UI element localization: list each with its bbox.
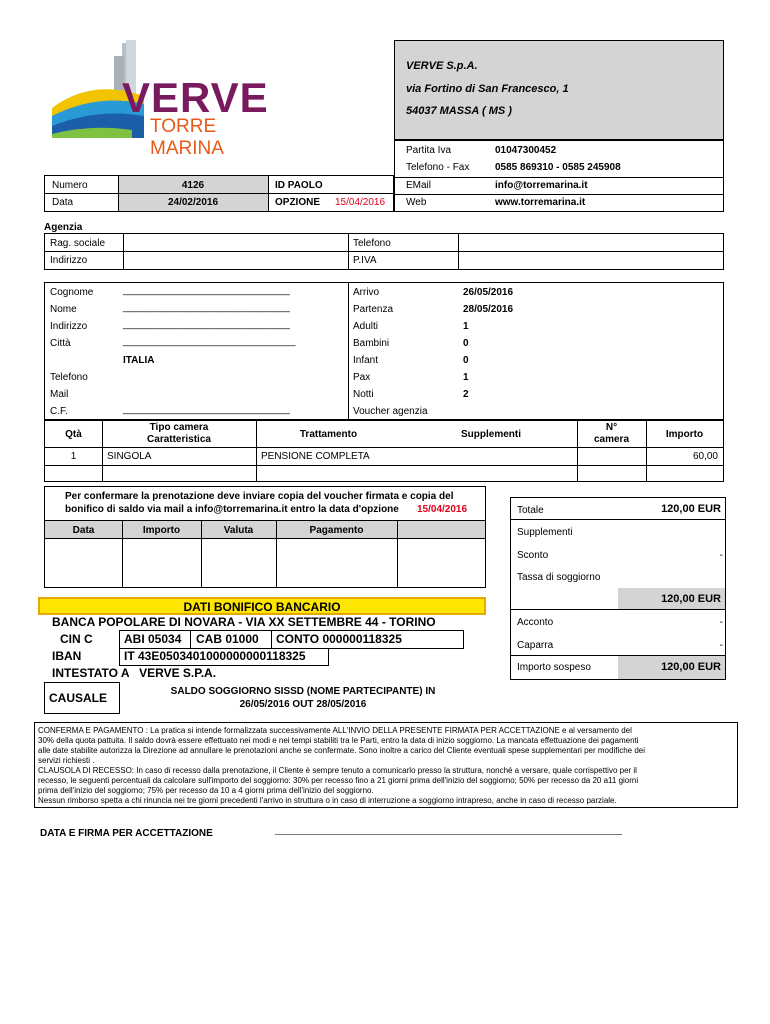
company-box	[394, 40, 724, 140]
iban-value: IT 43E0503401000000000118325	[124, 649, 306, 663]
logo-subtitle: TORRE MARINA	[150, 116, 224, 159]
condizioni-box	[34, 722, 738, 808]
cin-label: CIN C	[60, 632, 93, 646]
notti-label: Notti	[353, 389, 374, 400]
caparra-value: -	[719, 640, 723, 651]
row-trattamento: PENSIONE COMPLETA	[261, 451, 370, 462]
data-value: 24/02/2016	[167, 197, 219, 208]
company-city: 54037 MASSA ( MS )	[406, 105, 512, 117]
numero-label: Numero	[52, 180, 88, 191]
company-address: via Fortino di San Francesco, 1	[406, 83, 569, 95]
col-qta: Qtà	[65, 429, 82, 440]
conferma-text-b: bonifico di saldo via mail a info@torremarina.it entro la data d'opzione	[65, 504, 399, 515]
partenza-value: 28/05/2016	[463, 304, 514, 315]
iban-label: IBAN	[52, 649, 82, 663]
company-info-table	[394, 140, 724, 212]
caparra-label: Caparra	[517, 640, 554, 651]
row-tipo: SINGOLA	[107, 451, 152, 462]
causale-label: CAUSALE	[49, 691, 108, 705]
agenzia-indirizzo-label: Indirizzo	[50, 255, 88, 266]
condizioni-l5: CLAUSOLA DI RECESSO: In caso di recesso dalla prenotazione, il Cliente è sempre tenuto a comunicarlo presso la struttura, nonché a versare, quale corrispettivo per il	[38, 766, 637, 775]
agenzia-title: Agenzia	[44, 222, 83, 233]
causale-label-box	[44, 682, 120, 714]
col-trattamento: Trattamento	[299, 429, 358, 440]
nome-label: Nome	[50, 304, 77, 315]
tassa-label: Tassa di soggiorno	[517, 572, 601, 583]
pax-label: Pax	[353, 372, 371, 383]
rooms-table	[44, 420, 724, 482]
agenzia-piva-label: P.IVA	[353, 255, 377, 266]
adulti-value: 1	[463, 321, 469, 332]
notti-value: 2	[463, 389, 469, 400]
pax-value: 1	[463, 372, 469, 383]
rag-sociale-label: Rag. sociale	[50, 238, 106, 249]
conto-value: CONTO 000000118325	[276, 632, 402, 646]
row-importo: 60,00	[692, 451, 718, 462]
cliente-table	[44, 282, 724, 420]
document-id-table	[44, 175, 394, 212]
voucher-label: Voucher agenzia	[353, 406, 428, 417]
col-importo: Importo	[665, 429, 704, 440]
infant-value: 0	[463, 355, 469, 366]
causale-line-b: 26/05/2016 OUT 28/05/2016	[239, 699, 367, 710]
id-label: ID PAOLO	[275, 180, 323, 191]
email-value[interactable]: info@torremarina.it	[495, 180, 588, 191]
agenzia-table	[44, 233, 724, 270]
totale-value: 120,00 EUR	[661, 503, 721, 515]
abi-value: ABI 05034	[124, 632, 182, 646]
condizioni-l8: Nessun rimborso spetta a chi rinuncia nei tre giorni precedenti l'arrivo in struttura o in caso di interruzione a soggiorno intrapreso, anche in caso di recesso parziale.	[38, 796, 617, 805]
cf-field[interactable]: ______________________________	[123, 404, 290, 415]
bank-codes-row	[119, 630, 464, 649]
condizioni-l4: servizi richiesti .	[38, 756, 95, 765]
conferma-text-a: Per confermare la prenotazione deve inviare copia del voucher firmata e copia del	[65, 491, 454, 502]
piva-value: 01047300452	[495, 145, 557, 156]
tel-label: Telefono - Fax	[406, 162, 470, 173]
numero-value: 4126	[181, 180, 205, 191]
intestato: INTESTATO A VERVE S.P.A.	[52, 666, 217, 680]
indirizzo-field[interactable]: ______________________________	[123, 319, 290, 330]
condizioni-l1: CONFERMA E PAGAMENTO : La pratica si intende formalizzata successivamente ALL'INVIO DELLA PRESENTE FIRMATA PER ACCETTAZIONE e al versamento del	[38, 726, 632, 735]
supplementi-label: Supplementi	[517, 527, 573, 538]
acconto-value: -	[719, 617, 723, 628]
data-label: Data	[52, 197, 74, 208]
conferma-date: 15/04/2016	[417, 504, 468, 515]
mail-label: Mail	[50, 389, 69, 400]
condizioni-l7: prima dell'inizio del soggiorno; 75% per recesso da 10 a 4 giorni prima dell'inizio del soggiorno.	[38, 786, 374, 795]
sospeso-label: Importo sospeso	[517, 662, 591, 673]
logo-brand: VERVE	[122, 74, 269, 121]
citta-label: Città	[50, 338, 71, 349]
pay-col-pagamento: Pagamento	[309, 525, 364, 536]
country-value: ITALIA	[123, 355, 155, 366]
firma-label: DATA E FIRMA PER ACCETTAZIONE	[40, 828, 213, 839]
opzione-value: 15/04/2016	[335, 197, 386, 208]
pay-col-data: Data	[72, 525, 95, 536]
arrivo-label: Arrivo	[353, 287, 380, 298]
company-logo	[52, 38, 292, 159]
iban-box	[119, 648, 329, 666]
firma-line[interactable]: ______________________________________________________________________________	[275, 826, 623, 835]
col-tipo: Tipo camera Caratteristica	[147, 422, 211, 445]
cf-label: C.F.	[50, 406, 68, 417]
web-value[interactable]: www.torremarina.it	[495, 197, 586, 208]
acconto-label: Acconto	[517, 617, 554, 628]
pay-col-valuta: Valuta	[223, 525, 254, 536]
bambini-value: 0	[463, 338, 469, 349]
sconto-value: -	[719, 550, 723, 561]
indirizzo-label: Indirizzo	[50, 321, 88, 332]
cognome-field[interactable]: ______________________________	[123, 285, 290, 296]
causale-line-a: SALDO SOGGIORNO SISSD (NOME PARTECIPANTE) IN	[170, 686, 436, 697]
sconto-label: Sconto	[517, 550, 549, 561]
email-label: EMail	[406, 180, 432, 191]
condizioni-l6: recesso, le seguenti percentuali da calcolare sull'importo del soggiorno: 30% per recesso fino a 21 giorni prima dell'inizio del soggiorno; 50% per recesso da 20 a11 giorni	[38, 776, 639, 785]
nome-field[interactable]: ______________________________	[123, 302, 290, 313]
conferma-box	[44, 486, 486, 588]
citta-field[interactable]: _______________________________	[123, 336, 296, 347]
col-supplementi: Supplementi	[460, 429, 521, 440]
arrivo-value: 26/05/2016	[463, 287, 514, 298]
condizioni-l2: 30% della quota pattuita. Il saldo dovrà essere effettuato nei modi e nei tempi stabiliti tra le Parti, entro la data di inizio soggiorno. La mancata effettuazione dei pagamenti	[38, 736, 639, 745]
web-label: Web	[406, 197, 427, 208]
telefono-label: Telefono	[50, 372, 88, 383]
partenza-label: Partenza	[353, 304, 394, 315]
bonifico-title: DATI BONIFICO BANCARIO	[38, 597, 486, 615]
bonifico-banca: BANCA POPOLARE DI NOVARA - VIA XX SETTEMBRE 44 - TORINO	[52, 615, 436, 629]
subtotale-value: 120,00 EUR	[661, 593, 721, 605]
cab-value: CAB 01000	[196, 632, 259, 646]
piva-label: Partita Iva	[406, 145, 452, 156]
cognome-label: Cognome	[50, 287, 94, 298]
agenzia-tel-label: Telefono	[353, 238, 391, 249]
opzione-label: OPZIONE	[275, 197, 321, 208]
totale-label: Totale	[517, 505, 544, 516]
company-name: VERVE S.p.A.	[406, 60, 478, 72]
infant-label: Infant	[353, 355, 379, 366]
tel-value: 0585 869310 - 0585 245908	[495, 162, 621, 173]
row-qta: 1	[70, 451, 77, 462]
col-num-camera: N° camera	[593, 422, 630, 445]
bambini-label: Bambini	[353, 338, 390, 349]
pay-col-importo: Importo	[142, 525, 181, 536]
totali-box	[510, 497, 726, 680]
condizioni-l3: alle date stabilite autorizza la Direzione ad annullare le prenotazioni anche se confermate. Sono inoltre a carico del Cliente eventuali spese supplementari per modifiche dei	[38, 746, 646, 755]
adulti-label: Adulti	[353, 321, 379, 332]
sospeso-value: 120,00 EUR	[661, 661, 721, 673]
